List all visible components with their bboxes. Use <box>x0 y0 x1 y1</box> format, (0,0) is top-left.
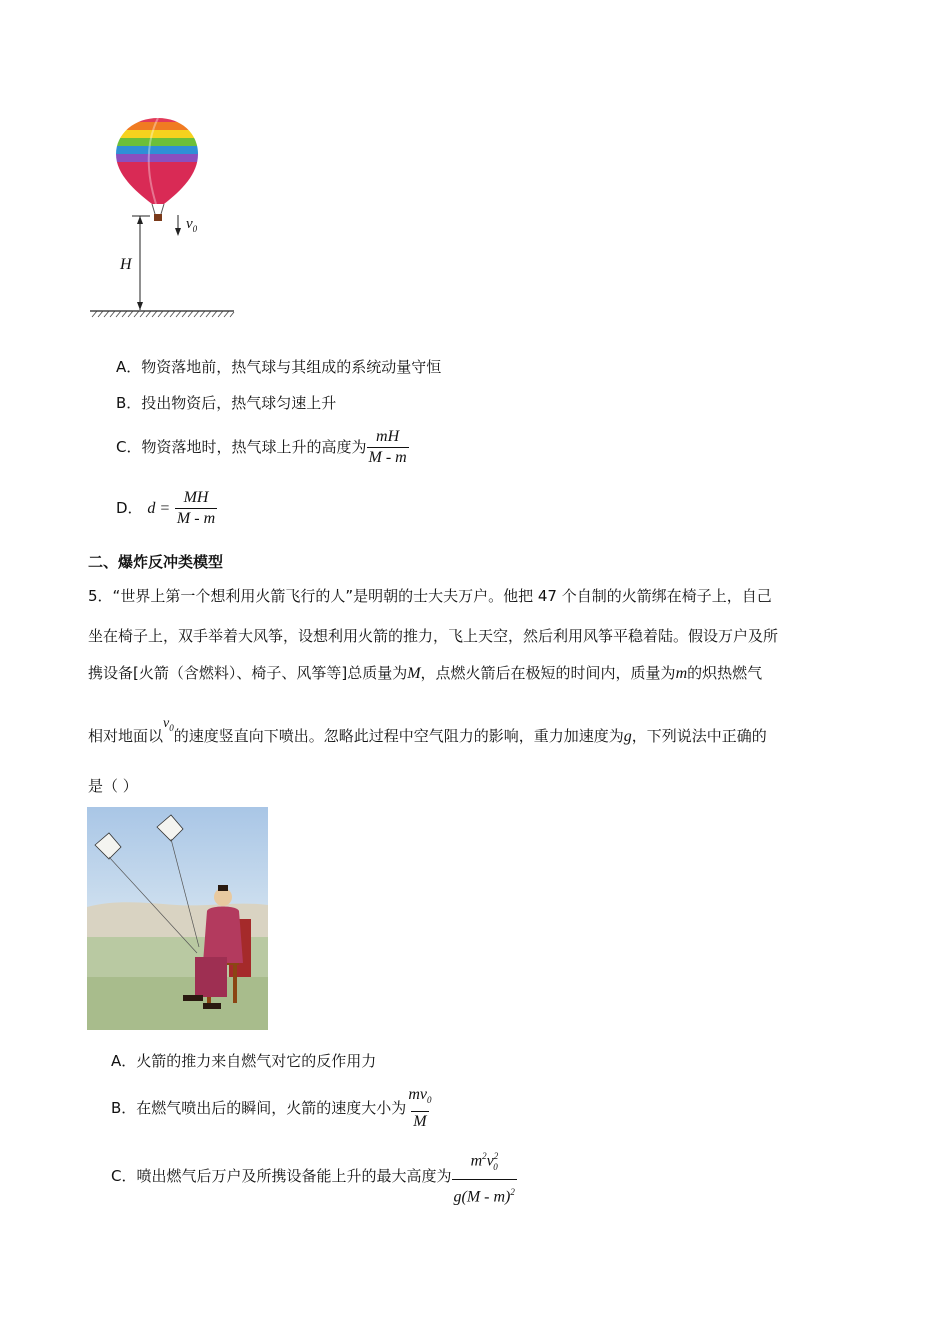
wanhu-figure <box>87 807 268 1030</box>
velocity-symbol: v <box>186 216 193 232</box>
var-m: m <box>675 665 688 682</box>
option-letter: D． <box>116 499 143 517</box>
fraction <box>175 489 217 528</box>
fraction-denominator <box>452 1179 517 1208</box>
option-text: 物资落地前，热气球与其组成的系统动量守恒 <box>141 358 442 376</box>
var-g: g <box>623 728 632 745</box>
q5-line-2: 坐在椅子上，双手举着大风筝，设想利用火箭的推力，飞上天空，然后利用风筝平稳着陆。假设万户及所 <box>88 627 779 645</box>
fraction-numerator <box>406 1086 433 1110</box>
num-v: v <box>486 1152 494 1170</box>
den-sup: 2 <box>510 1186 515 1197</box>
q5-line-4c: ，下列说法中正确的 <box>631 727 767 745</box>
option-letter: B． <box>111 1099 137 1117</box>
q5-option-c <box>111 1145 517 1208</box>
option-text: 在燃气喷出后的瞬间，火箭的速度大小为 <box>136 1099 407 1117</box>
q5-line-1: 5．“世界上第一个想利用火箭飞行的人”是明朝的士大夫万户。他把 47 个自制的火箭绑在椅子上，自己 <box>88 587 772 605</box>
wanhu-robe <box>203 907 243 964</box>
var-v0 <box>163 716 174 731</box>
q5-line-3b: ，点燃火箭后在极短的时间内，质量为 <box>420 664 676 682</box>
balloon-figure <box>86 112 246 324</box>
option-letter: B． <box>116 394 142 412</box>
num-v-sup: 2 <box>493 1151 499 1161</box>
fraction-numerator: MH <box>183 489 209 506</box>
num-v-sub: 0 <box>493 1161 498 1172</box>
q5-line-3 <box>88 663 863 684</box>
q4-option-c <box>116 425 409 469</box>
fraction-denominator: M - m <box>368 449 407 466</box>
fraction-numerator <box>469 1145 500 1179</box>
balloon-basket <box>154 214 162 221</box>
num-subscript: 0 <box>426 1095 432 1106</box>
option-text: 物资落地时，热气球上升的高度为 <box>141 438 367 456</box>
height-label: H <box>120 256 132 273</box>
num-m-sup: 2 <box>482 1151 487 1161</box>
q4-option-d <box>116 486 217 531</box>
fraction-numerator: mH <box>376 428 400 445</box>
section-title: 二、爆炸反冲类模型 <box>88 553 224 571</box>
v-symbol: v <box>163 716 170 731</box>
q5-option-a <box>111 1051 376 1071</box>
option-letter: C． <box>111 1166 137 1185</box>
q4-option-a <box>116 357 441 377</box>
option-letter: C． <box>116 438 142 456</box>
fraction-denominator: M - m <box>176 510 216 527</box>
velocity-subscript: 0 <box>192 224 198 234</box>
fraction <box>406 1086 433 1130</box>
q5-line-3a: 携设备[火箭（含燃料）、椅子、风筝等]总质量为 <box>88 664 408 682</box>
num-m: m <box>470 1152 483 1170</box>
equation-lhs: d = <box>147 500 171 517</box>
fraction <box>367 428 409 467</box>
q5-line-4a: 相对地面以 <box>88 727 164 745</box>
q5-line-4b: 的速度竖直向下喷出。忽略此过程中空气阻力的影响，重力加速度为 <box>173 727 624 745</box>
q5-option-b <box>111 1086 433 1131</box>
var-M: M <box>407 665 421 682</box>
option-text: 喷出燃气后万户及所携设备能上升的最大高度为 <box>136 1166 452 1185</box>
q5-line-3c: 的炽热燃气 <box>687 664 763 682</box>
option-letter: A． <box>116 358 142 376</box>
option-text: 火箭的推力来自燃气对它的反作用力 <box>136 1052 377 1070</box>
v-subscript: 0 <box>169 722 174 733</box>
num-text: mv <box>408 1086 427 1104</box>
q5-line-4 <box>88 716 863 752</box>
fraction <box>452 1145 517 1208</box>
balloon-envelope <box>114 112 204 212</box>
velocity-label <box>186 216 197 234</box>
option-letter: A． <box>111 1052 137 1070</box>
fraction-denominator: M <box>413 1112 427 1130</box>
option-text: 投出物资后，热气球匀速上升 <box>141 394 337 412</box>
q4-option-b <box>116 393 336 413</box>
den-text: g(M - m) <box>453 1187 511 1205</box>
q5-line-5: 是（ ） <box>88 777 138 795</box>
